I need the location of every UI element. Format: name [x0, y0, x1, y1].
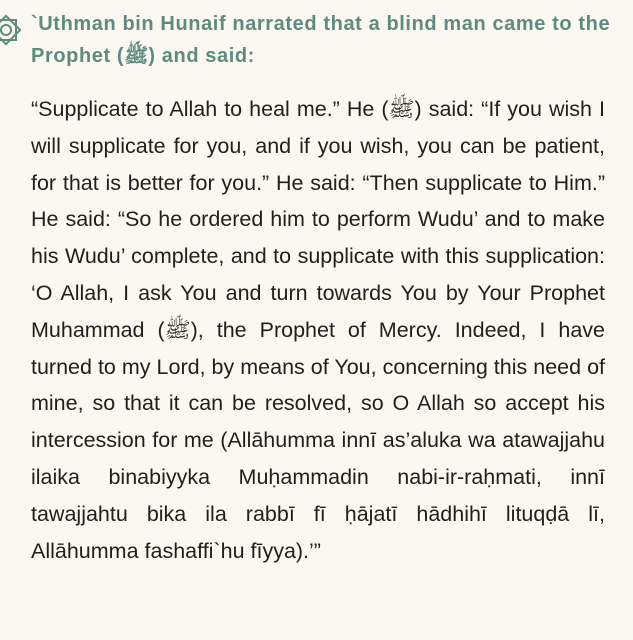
eight-point-star-ornament-icon	[0, 12, 24, 48]
hadith-text: “Supplicate to Allah to heal me.” He (ﷺ) said: “If you wish I will supplicate for you, and if you wish, you can be patient, for that is better for you.” He said: “Then supplicate to Him.” He said: “So he ordered him to perform Wudu’ and to make his Wudu’ complete, and to supplicate with this supplication: ‘O Allah, I ask You and turn towards You by Your Prophet Muhammad (ﷺ), the Prophet of Mercy. Indeed, I have turned to my Lord, by means of You, concerning this need of mine, so that it can be resolved, so O Allah so accept his intercession for me (Allāhumma innī as’aluka wa atawajjahu ilaika binabiyyka Muḥammadin nabi-ir-raḥmati, innī tawajjahtu bika ila rabbī fī ḥājatī hādhihī lituqḍā lī, Allāhumma fashaffi`hu fīyya).’”	[31, 97, 606, 563]
hadith-narrator-intro: `Uthman bin Hunaif narrated that a blind man came to the Prophet (ﷺ) and said:	[31, 13, 611, 67]
